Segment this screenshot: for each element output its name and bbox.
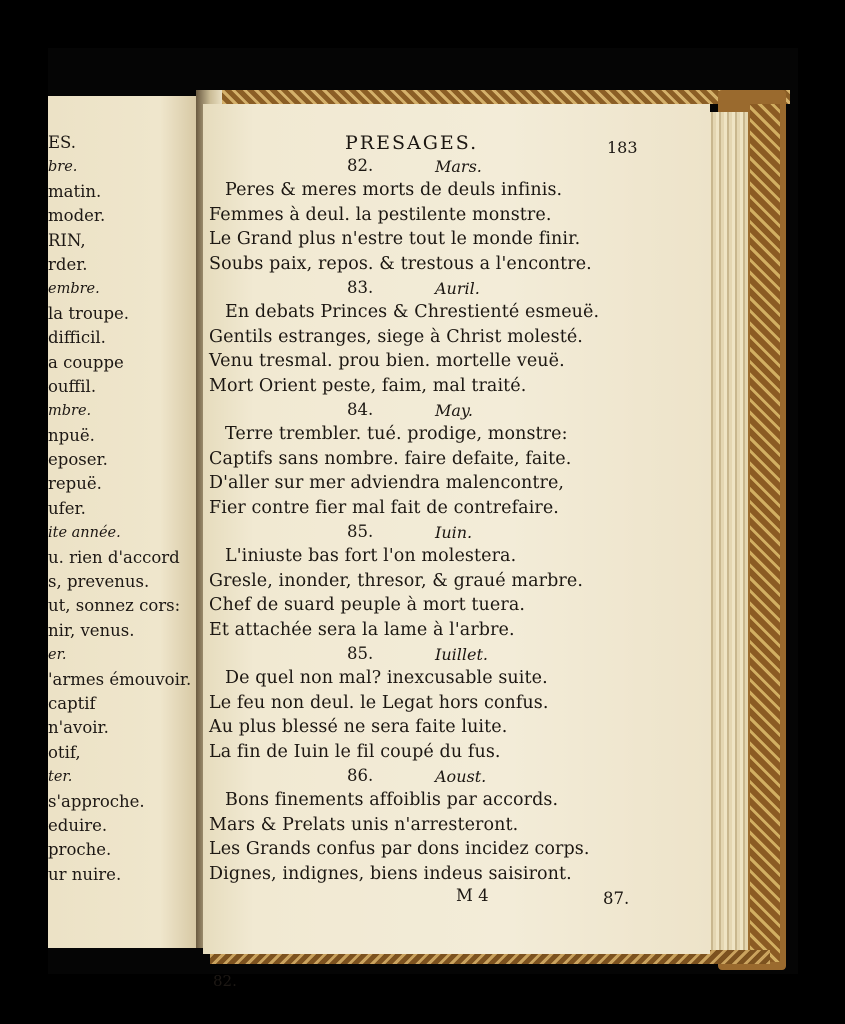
verse-line: Mort Orient peste, faim, mal traité. — [209, 375, 527, 396]
cover-top-tooling — [200, 90, 790, 104]
verse-line: La fin de Iuin le fil coupé du fus. — [209, 741, 501, 762]
verse-line: Soubs paix, repos. & trestous a l'encontre. — [209, 253, 592, 274]
left-page-line: ite année. — [48, 525, 121, 542]
left-page-line: matin. — [48, 181, 102, 201]
left-page-line: npuë. — [48, 425, 95, 445]
left-page-line: nir, venus. — [48, 620, 135, 640]
quatrain-number: 85. — [347, 644, 374, 663]
quatrain-number: 83. — [347, 278, 374, 297]
left-page-line: captif — [48, 693, 96, 713]
verse-line: Les Grands confus par dons incidez corps. — [209, 839, 590, 860]
left-page-line: moder. — [48, 206, 106, 226]
left-page-text — [48, 131, 208, 887]
verse-line: Et attachée sera la lame à l'arbre. — [209, 619, 515, 640]
left-page-line: n'avoir. — [48, 718, 109, 738]
left-page-line: difficil. — [48, 328, 106, 348]
left-page-line: ur nuire. — [48, 864, 122, 884]
verse-line: Peres & meres morts de deuls infinis. — [225, 180, 563, 201]
verse-line: Bons finements affoiblis par accords. — [225, 790, 559, 811]
left-page-line: ufer. — [48, 498, 86, 518]
left-page-line: u. rien d'accord — [48, 547, 180, 567]
verse-line: Gentils estranges, siege à Christ molesté. — [209, 326, 583, 347]
left-page-line: ES. — [48, 133, 77, 152]
verse-line: Mars & Prelats unis n'arresteront. — [209, 814, 519, 835]
left-page-line: embre. — [48, 281, 100, 298]
left-page-line: otif, — [48, 742, 81, 762]
quatrain-number: 82. — [347, 156, 374, 175]
quatrain-month: May. — [435, 401, 473, 420]
quatrain-month: Aoust. — [435, 767, 487, 786]
signature-mark: M 4 — [456, 886, 489, 905]
left-page-line: mbre. — [48, 403, 92, 420]
left-page-line: s'approche. — [48, 791, 145, 811]
left-page-line: eduire. — [48, 815, 108, 835]
quatrain-month: Iuillet. — [435, 645, 488, 664]
page-number: 183 — [607, 138, 638, 157]
verse-line: Chef de suard peuple à mort tuera. — [209, 595, 526, 616]
running-head: PRESAGES. — [345, 132, 479, 154]
verse-line: En debats Princes & Chrestienté esmeuë. — [225, 302, 600, 323]
cover-side-tooling — [750, 104, 780, 962]
verse-line: L'iniuste bas fort l'on molestera. — [225, 546, 517, 567]
verse-line: Captifs sans nombre. faire defaite, faite. — [209, 448, 572, 469]
verse-line: Femmes à deul. la pestilente monstre. — [209, 204, 552, 225]
quatrain-number: 86. — [347, 766, 374, 785]
left-page-line: la troupe. — [48, 303, 130, 323]
quatrain-month: Auril. — [435, 279, 480, 298]
quatrain-number: 85. — [347, 522, 374, 541]
verse-line: Dignes, indignes, biens indeus saisiront. — [209, 863, 572, 884]
left-page-line: proche. — [48, 840, 112, 860]
right-page — [203, 104, 710, 954]
left-page-line: eposer. — [48, 450, 108, 470]
left-page-folio: 82. — [213, 972, 237, 990]
left-page-line: a couppe — [48, 352, 124, 372]
verse-line: Au plus blessé ne sera faite luite. — [209, 717, 508, 738]
left-page-line: bre. — [48, 159, 78, 176]
left-page-line: ouffil. — [48, 376, 97, 396]
verse-line: Le feu non deul. le Legat hors confus. — [209, 692, 549, 713]
verse-line: Venu tresmal. prou bien. mortelle veuë. — [209, 351, 565, 372]
verse-line: Gresle, inonder, thresor, & graué marbre. — [209, 570, 583, 591]
left-page-line: er. — [48, 647, 67, 664]
quatrain-month: Mars. — [435, 157, 482, 176]
left-page-line: ut, sonnez cors: — [48, 596, 181, 616]
left-page — [48, 96, 237, 990]
left-page-line: repuë. — [48, 474, 102, 494]
verse-line: D'aller sur mer adviendra malencontre, — [209, 473, 565, 494]
left-page-line: s, prevenus. — [48, 572, 150, 592]
catchword-folio: 87. — [603, 889, 630, 908]
quatrain-month: Iuin. — [435, 523, 473, 542]
left-page-line: 'armes émouvoir. — [48, 669, 192, 689]
left-page-line: rder. — [48, 254, 88, 274]
verse-line: Terre trembler. tué. prodige, monstre: — [225, 424, 568, 445]
quatrain-number: 84. — [347, 400, 374, 419]
left-page-line: RIN, — [48, 230, 86, 250]
verse-line: Fier contre fier mal fait de contrefaire. — [209, 497, 559, 518]
left-page-line: ter. — [48, 769, 73, 786]
verse-line: Le Grand plus n'estre tout le monde finir. — [209, 229, 581, 250]
verse-line: De quel non mal? inexcusable suite. — [225, 668, 548, 689]
